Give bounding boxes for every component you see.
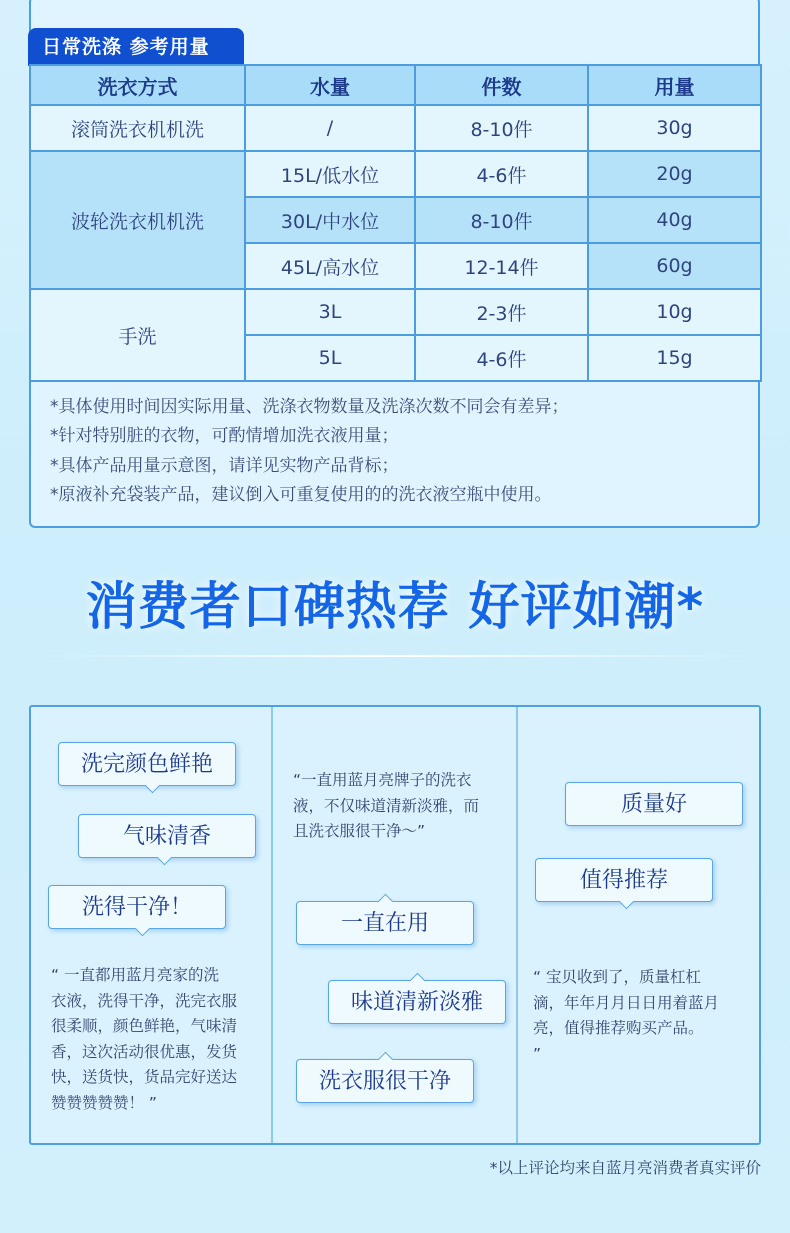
review-tag: [565, 782, 743, 826]
quote-line: 快，送货快，货品完好送达: [51, 1068, 238, 1086]
quote-line: “ 一直都用蓝月亮家的洗: [51, 966, 219, 984]
quote-line: ”: [533, 1044, 542, 1063]
header-method: 洗衣方式: [30, 65, 245, 105]
water-cell: 30L/中水位: [245, 197, 415, 243]
note-line: *原液补充袋装产品，建议倒入可重复使用的的洗衣液空瓶中使用。: [50, 484, 552, 505]
review-tag-label: 质量好: [620, 792, 687, 817]
bubble-tail: [157, 850, 173, 866]
review-tag-label: 洗衣服很干净: [318, 1069, 451, 1094]
water-cell: 3L: [245, 289, 415, 335]
method-cell: 滚筒洗衣机机洗: [30, 105, 245, 151]
review-tag-label: 一直在用: [340, 911, 429, 936]
bubble-tail: [619, 894, 635, 910]
count-cell: 12-14件: [415, 243, 588, 289]
reviews-footnote: *以上评论均来自蓝月亮消费者真实评价: [489, 1159, 761, 1177]
water-cell: 5L: [245, 335, 415, 381]
count-cell: 8-10件: [415, 197, 588, 243]
bubble-tail: [135, 921, 151, 937]
water-cell: 15L/低水位: [245, 151, 415, 197]
table-row: [30, 151, 761, 197]
review-tag: [328, 980, 506, 1024]
table-row: [30, 105, 761, 151]
dose-cell: 60g: [588, 243, 761, 289]
usage-table: [29, 64, 762, 382]
quote-line: “ 宝贝收到了，质量杠杠: [533, 968, 701, 986]
quote-line: “一直用蓝月亮牌子的洗衣: [293, 771, 472, 789]
count-cell: 4-6件: [415, 335, 588, 381]
column-divider: [271, 707, 273, 1143]
review-tag: [296, 901, 474, 945]
water-cell: /: [245, 105, 415, 151]
review-tag-label: 味道清新淡雅: [350, 990, 483, 1015]
quote-line: 赞赞赞赞赞！ ”: [51, 1093, 157, 1112]
count-cell: 8-10件: [415, 105, 588, 151]
dose-cell: 20g: [588, 151, 761, 197]
note-line: *具体使用时间因实际用量、洗涤衣物数量及洗涤次数不同会有差异；: [50, 397, 569, 417]
quote-line: 滴，年年月月日日用着蓝月: [533, 993, 720, 1012]
review-quote: [51, 963, 237, 1116]
review-tag: [58, 742, 236, 786]
review-tag-label: 洗得干净！: [81, 895, 192, 920]
note-line: *具体产品用量示意图，请详见实物产品背标；: [50, 455, 399, 476]
review-tag: [535, 858, 713, 902]
column-divider: [516, 707, 518, 1143]
bubble-tail: [378, 1052, 394, 1068]
reviews-panel: [29, 705, 761, 1145]
quote-line: 很柔顺，颜色鲜艳，气味清: [51, 1017, 238, 1035]
dose-cell: 10g: [588, 289, 761, 335]
review-tag-label: 洗完颜色鲜艳: [80, 752, 213, 777]
quote-line: 亮，值得推荐购买产品。: [533, 1019, 704, 1037]
quote-line: 且洗衣服很干净～”: [293, 822, 426, 840]
usage-notes: [50, 393, 750, 510]
header-water: 水量: [245, 65, 415, 105]
water-cell: 45L/高水位: [245, 243, 415, 289]
dose-cell: 30g: [588, 105, 761, 151]
review-tag: [78, 814, 256, 858]
table-row: [30, 289, 761, 335]
review-tag: [48, 885, 226, 929]
quote-line: 液，不仅味道清新淡雅，而: [293, 796, 480, 815]
divider: [30, 655, 760, 657]
bubble-tail: [378, 894, 394, 910]
count-cell: 2-3件: [415, 289, 588, 335]
dose-cell: 15g: [588, 335, 761, 381]
method-cell: 手洗: [30, 289, 245, 381]
method-cell: 波轮洗衣机机洗: [30, 151, 245, 289]
dose-cell: 40g: [588, 197, 761, 243]
header-dose: 用量: [588, 65, 761, 105]
review-tag-label: 值得推荐: [579, 868, 668, 893]
table-header-row: [30, 65, 761, 105]
usage-badge: 日常洗涤 参考用量: [28, 28, 244, 66]
quote-line: 香，这次活动很优惠，发货: [51, 1042, 238, 1061]
review-quote: [293, 768, 479, 845]
review-quote: [533, 965, 719, 1067]
count-cell: 4-6件: [415, 151, 588, 197]
review-tag-label: 气味清香: [122, 824, 211, 849]
bubble-tail: [410, 973, 426, 989]
review-tag: [296, 1059, 474, 1103]
note-line: *针对特别脏的衣物，可酌情增加洗衣液用量；: [50, 426, 399, 447]
reviews-headline: 消费者口碑热荐 好评如潮*: [85, 578, 705, 637]
header-count: 件数: [415, 65, 588, 105]
bubble-tail: [145, 778, 161, 794]
quote-line: 衣液，洗得干净，洗完衣服: [51, 991, 238, 1010]
